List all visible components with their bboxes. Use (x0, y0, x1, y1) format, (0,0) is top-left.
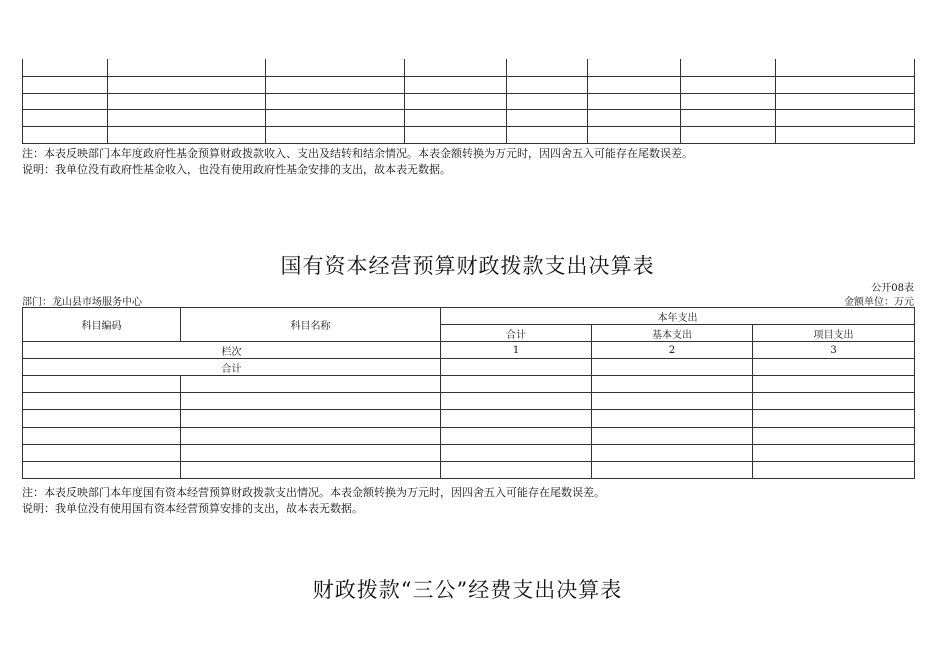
amount-unit-label: 金额单位：万元 (844, 297, 914, 308)
form-number: 公开08表 (871, 283, 914, 294)
table-row (23, 126, 915, 143)
table-row (23, 59, 915, 76)
table-row (23, 93, 915, 109)
header-name: 科目名称 (181, 308, 441, 342)
lanci-1: 1 (441, 342, 592, 359)
table-row (23, 342, 915, 359)
total-row-label: 合计 (23, 359, 441, 376)
table-row (23, 428, 915, 445)
header-project: 项目支出 (753, 325, 915, 342)
table-row (23, 410, 915, 428)
table-row (23, 376, 915, 393)
table2-note: 注：本表反映部门本年度国有资本经营预算财政拨款支出情况。本表金额转换为万元时，因四舍五入可能存在尾数误差。 (22, 486, 605, 499)
header-total: 合计 (441, 325, 592, 342)
header-basic: 基本支出 (592, 325, 753, 342)
table-row (23, 462, 915, 479)
table-row (23, 393, 915, 410)
table-row (23, 359, 915, 376)
table2-explanation: 说明：我单位没有使用国有资本经营预算安排的支出，故本表无数据。 (22, 502, 363, 515)
lanci-label: 栏次 (23, 342, 441, 359)
header-group: 本年支出 (441, 308, 915, 325)
header-code: 科目编码 (23, 308, 181, 342)
table2-title: 国有资本经营预算财政拨款支出决算表 (280, 254, 655, 278)
state-capital-expenditure-table (22, 307, 915, 479)
table3-title: 财政拨款“三公”经费支出决算表 (312, 578, 623, 602)
lanci-2: 2 (592, 342, 753, 359)
table1-note: 注：本表反映部门本年度政府性基金预算财政拨款收入、支出及结转和结余情况。本表金额转换为万元时，因四舍五入可能存在尾数误差。 (22, 147, 693, 160)
table-row (23, 76, 915, 93)
department-label: 部门：龙山县市场服务中心 (22, 297, 142, 308)
table-row (23, 445, 915, 462)
fund-budget-table (22, 59, 915, 144)
table1-explanation: 说明：我单位没有政府性基金收入，也没有使用政府性基金安排的支出，故本表无数据。 (22, 163, 451, 176)
lanci-3: 3 (753, 342, 915, 359)
table-row (23, 109, 915, 126)
